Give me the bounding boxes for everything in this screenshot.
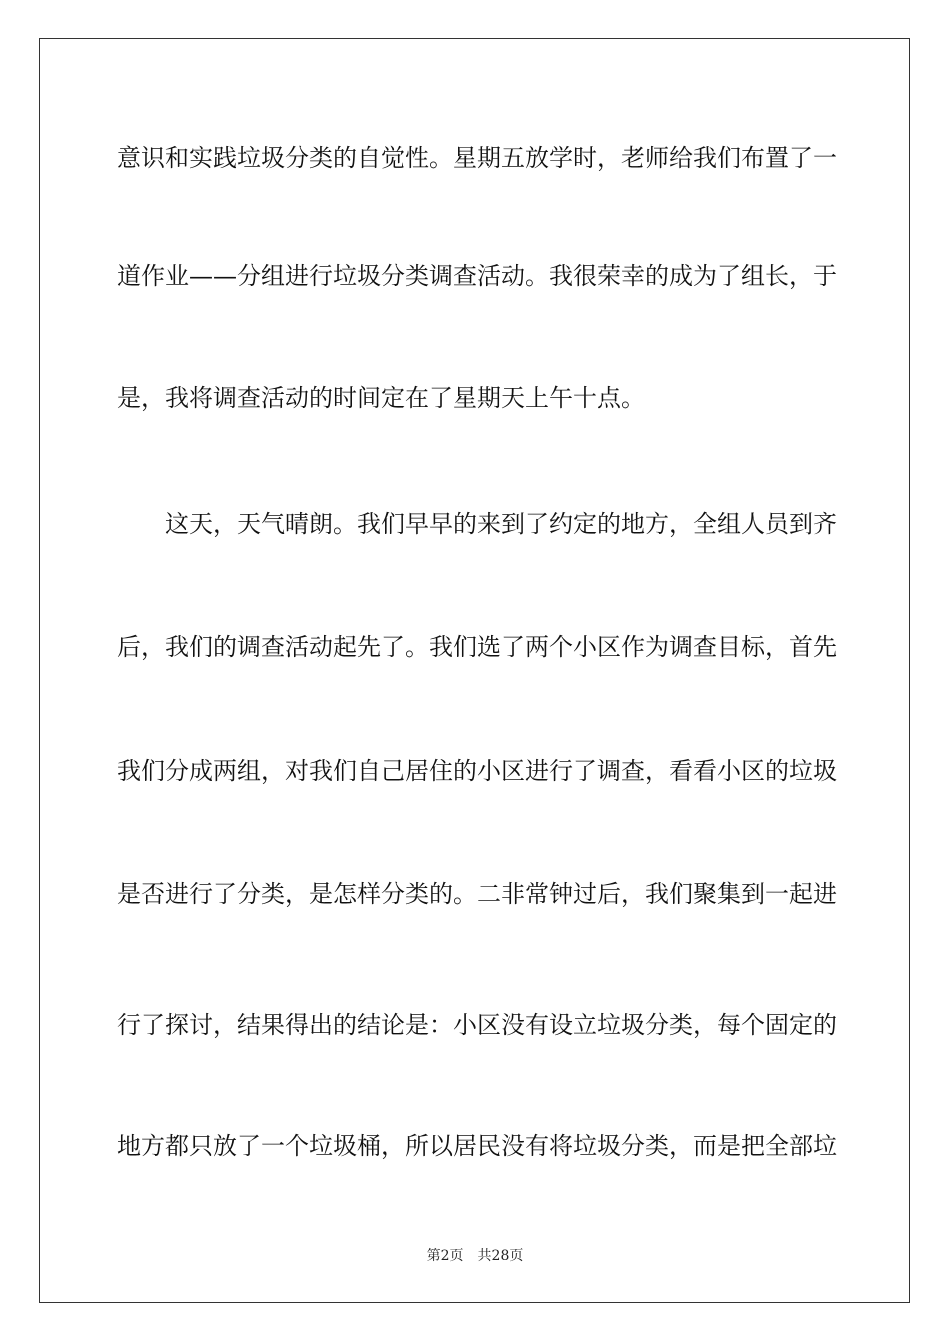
paragraph-line: 地方都只放了一个垃圾桶，所以居民没有将垃圾分类，而是把全部垃	[117, 1132, 837, 1160]
page-total: 共28页	[477, 1248, 524, 1264]
paragraph-line: 这天，天气晴朗。我们早早的来到了约定的地方，全组人员到齐	[165, 510, 837, 538]
paragraph-line: 后，我们的调查活动起先了。我们选了两个小区作为调查目标，首先	[117, 633, 837, 661]
paragraph-line: 是否进行了分类，是怎样分类的。二非常钟过后，我们聚集到一起进	[117, 880, 837, 908]
page-border	[39, 38, 910, 1303]
page-number: 第2页	[426, 1248, 464, 1264]
paragraph-line: 道作业——分组进行垃圾分类调查活动。我很荣幸的成为了组长，于	[117, 262, 837, 290]
paragraph-line: 是，我将调查活动的时间定在了星期天上午十点。	[117, 384, 645, 412]
paragraph-line: 意识和实践垃圾分类的自觉性。星期五放学时，老师给我们布置了一	[117, 144, 837, 172]
paragraph-line: 我们分成两组，对我们自己居住的小区进行了调查，看看小区的垃圾	[117, 757, 837, 785]
paragraph-line: 行了探讨，结果得出的结论是：小区没有设立垃圾分类，每个固定的	[117, 1011, 837, 1039]
page-footer	[0, 1247, 950, 1265]
